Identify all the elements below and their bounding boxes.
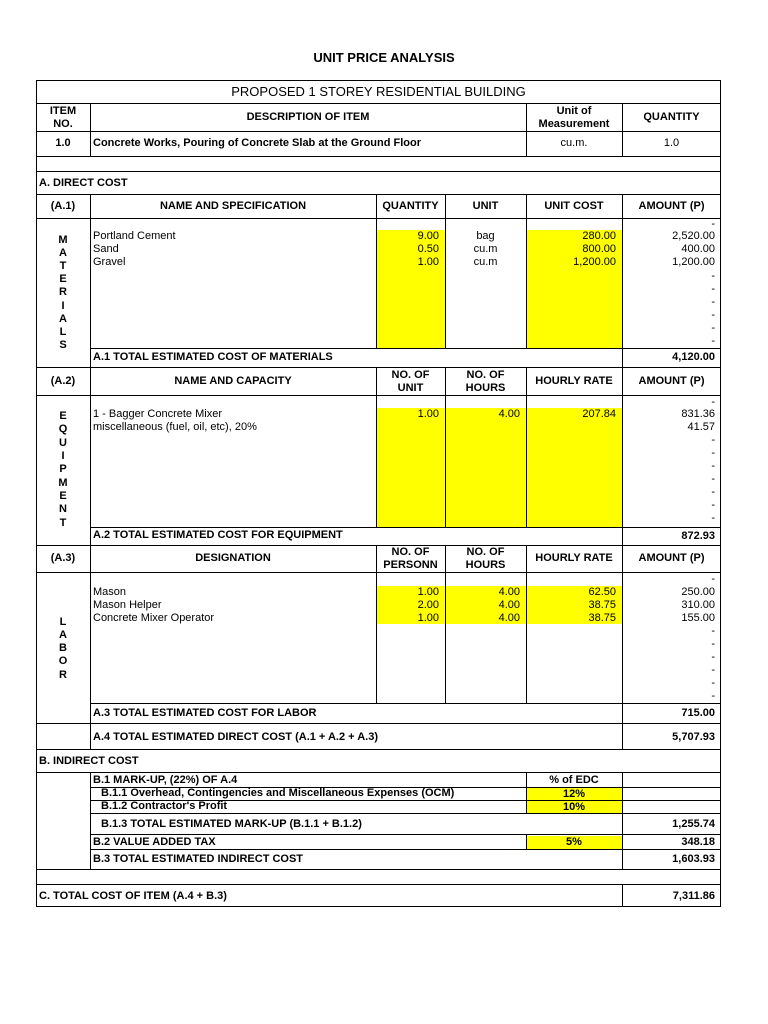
dash: -: [711, 335, 715, 347]
equipment-letter: T: [59, 517, 67, 529]
labor-letter: O: [58, 655, 68, 667]
direct-total: 5,707.93: [672, 731, 715, 743]
dash: -: [711, 270, 715, 282]
labor-header-hours-line1: NO. OF: [466, 546, 505, 558]
equipment-header-units-line2: UNIT: [397, 382, 424, 394]
labor-letter: B: [59, 642, 67, 654]
dash: -: [711, 512, 715, 524]
equipment-row-amount: 41.57: [687, 421, 715, 433]
labor-total: 715.00: [681, 707, 715, 719]
labor-row-amount: 310.00: [681, 599, 715, 611]
header-item-no-line2: NO.: [53, 118, 73, 130]
dash: -: [711, 625, 715, 637]
materials-code: (A.1): [50, 200, 76, 212]
equipment-header-rate: HOURLY RATE: [535, 375, 613, 387]
project-name: PROPOSED 1 STOREY RESIDENTIAL BUILDING: [231, 84, 526, 99]
materials-letter: M: [58, 234, 68, 246]
materials-row-unit: bag: [476, 230, 495, 242]
header-quantity: QUANTITY: [643, 111, 700, 123]
labor-row-hours: 4.00: [498, 599, 520, 611]
equipment-total: 872.93: [681, 530, 715, 542]
dash: -: [711, 677, 715, 689]
equipment-row-amount: 831.36: [681, 408, 715, 420]
dash: -: [711, 322, 715, 334]
labor-row-persons: 1.00: [417, 612, 439, 624]
equipment-letter: E: [59, 490, 67, 502]
indirect-total: 1,603.93: [672, 853, 715, 865]
labor-row-name: Mason Helper: [93, 599, 162, 611]
dash: -: [711, 283, 715, 295]
materials-letter: I: [61, 300, 65, 312]
dash: -: [711, 473, 715, 485]
materials-letter: L: [59, 326, 67, 338]
labor-code: (A.3): [50, 552, 76, 564]
equipment-header-units-line1: NO. OF: [391, 369, 430, 381]
equipment-letter: P: [59, 463, 67, 475]
equipment-header-amount: AMOUNT (P): [638, 375, 705, 387]
page-title: UNIT PRICE ANALYSIS: [313, 50, 455, 65]
materials-row-unit-cost: 800.00: [582, 243, 616, 255]
dash: -: [711, 396, 715, 408]
dash: -: [711, 499, 715, 511]
labor-letter: A: [59, 629, 67, 641]
materials-row-amount: 400.00: [681, 243, 715, 255]
dash: -: [711, 638, 715, 650]
direct-total-label: A.4 TOTAL ESTIMATED DIRECT COST (A.1 + A.2 + A.3): [93, 731, 379, 743]
direct-cost-label: A. DIRECT COST: [39, 177, 128, 189]
item-no: 1.0: [55, 137, 71, 149]
materials-header-qty: QUANTITY: [382, 200, 439, 212]
equipment-letter: N: [59, 503, 67, 515]
labor-header-name: DESIGNATION: [195, 552, 271, 564]
labor-row-persons: 2.00: [417, 599, 439, 611]
materials-letter: R: [59, 286, 67, 298]
equipment-letter: Q: [58, 423, 68, 435]
materials-row-name: Portland Cement: [93, 230, 176, 242]
equipment-header-name: NAME AND CAPACITY: [174, 375, 292, 387]
markup-total: 1,255.74: [672, 818, 715, 830]
equipment-header-hours-line2: HOURS: [465, 382, 506, 394]
equipment-letter: U: [59, 437, 67, 449]
indirect-total-label: B.3 TOTAL ESTIMATED INDIRECT COST: [93, 853, 304, 865]
dash: -: [711, 486, 715, 498]
materials-row-name: Sand: [93, 243, 119, 255]
dash: -: [711, 460, 715, 472]
labor-row-hours: 4.00: [498, 612, 520, 624]
labor-row-rate: 38.75: [588, 612, 616, 624]
header-unit-line2: Measurement: [538, 118, 610, 130]
materials-total-label: A.1 TOTAL ESTIMATED COST OF MATERIALS: [93, 351, 333, 363]
labor-row-persons: 1.00: [417, 586, 439, 598]
ocm-pct: 12%: [562, 788, 586, 800]
markup-total-label: B.1.3 TOTAL ESTIMATED MARK-UP (B.1.1 + B.1.2): [101, 818, 362, 830]
dash: -: [711, 296, 715, 308]
dash: -: [711, 447, 715, 459]
vat-label: B.2 VALUE ADDED TAX: [93, 836, 216, 848]
item-unit: cu.m.: [560, 137, 588, 149]
equipment-header-hours-line1: NO. OF: [466, 369, 505, 381]
labor-header-amount: AMOUNT (P): [638, 552, 705, 564]
equipment-row-name: 1 - Bagger Concrete Mixer: [93, 408, 222, 420]
header-description: DESCRIPTION OF ITEM: [246, 111, 370, 123]
equipment-row-hours: 4.00: [498, 408, 520, 420]
grand-total: 7,311.86: [672, 890, 715, 902]
materials-total: 4,120.00: [672, 351, 715, 363]
labor-total-label: A.3 TOTAL ESTIMATED COST FOR LABOR: [93, 707, 317, 719]
labor-header-persons-line2: PERSONN: [383, 559, 438, 571]
header-item-no-line1: ITEM: [49, 105, 77, 117]
materials-row-unit: cu.m: [473, 243, 498, 255]
materials-letter: E: [59, 273, 67, 285]
materials-header-unit: UNIT: [472, 200, 499, 212]
materials-header-unit-cost: UNIT COST: [544, 200, 604, 212]
materials-row-qty: 9.00: [417, 230, 439, 242]
labor-row-rate: 62.50: [588, 586, 616, 598]
header-unit-line1: Unit of: [556, 105, 592, 117]
vat-amount: 348.18: [681, 836, 715, 848]
equipment-row-rate: 207.84: [582, 408, 616, 420]
profit-label: B.1.2 Contractor's Profit: [101, 800, 228, 812]
materials-row-unit-cost: 280.00: [582, 230, 616, 242]
equipment-total-label: A.2 TOTAL ESTIMATED COST FOR EQUIPMENT: [93, 529, 343, 541]
labor-row-amount: 155.00: [681, 612, 715, 624]
labor-row-name: Concrete Mixer Operator: [93, 612, 215, 624]
materials-header-name: NAME AND SPECIFICATION: [159, 200, 307, 212]
labor-letter: L: [59, 616, 67, 628]
equipment-code: (A.2): [50, 375, 76, 387]
dash: -: [711, 218, 715, 230]
item-quantity: 1.0: [663, 137, 680, 149]
materials-row-unit: cu.m: [473, 256, 498, 268]
materials-letter: T: [59, 260, 67, 272]
labor-header-persons-line1: NO. OF: [391, 546, 430, 558]
markup-label: B.1 MARK-UP, (22%) OF A.4: [93, 774, 238, 786]
indirect-label: B. INDIRECT COST: [39, 755, 139, 767]
equipment-row-name: miscellaneous (fuel, oil, etc), 20%: [93, 421, 257, 433]
pct-header: % of EDC: [549, 774, 599, 786]
item-description: Concrete Works, Pouring of Concrete Slab at the Ground Floor: [93, 137, 421, 149]
labor-row-hours: 4.00: [498, 586, 520, 598]
equipment-letter: M: [58, 477, 68, 489]
labor-row-name: Mason: [93, 586, 127, 598]
equipment-row-units: 1.00: [417, 408, 439, 420]
labor-letter: R: [59, 669, 67, 681]
labor-header-hours-line2: HOURS: [465, 559, 506, 571]
materials-letter: S: [59, 339, 67, 351]
materials-row-amount: 2,520.00: [672, 230, 715, 242]
vat-pct: 5%: [566, 836, 582, 848]
profit-pct: 10%: [562, 801, 586, 813]
dash: -: [711, 664, 715, 676]
dash: -: [711, 690, 715, 702]
dash: -: [711, 309, 715, 321]
materials-row-amount: 1,200.00: [672, 256, 715, 268]
dash: -: [711, 573, 715, 585]
equipment-letter: I: [61, 450, 65, 462]
labor-header-rate: HOURLY RATE: [535, 552, 613, 564]
materials-row-name: Gravel: [93, 256, 126, 268]
materials-row-qty: 0.50: [417, 243, 439, 255]
materials-letter: A: [59, 313, 67, 325]
dash: -: [711, 434, 715, 446]
labor-row-rate: 38.75: [588, 599, 616, 611]
ocm-label: B.1.1 Overhead, Contingencies and Miscellaneous Expenses (OCM): [101, 787, 455, 799]
equipment-letter: E: [59, 410, 67, 422]
materials-row-unit-cost: 1,200.00: [573, 256, 616, 268]
labor-row-amount: 250.00: [681, 586, 715, 598]
materials-letter: A: [59, 247, 67, 259]
grand-total-label: C. TOTAL COST OF ITEM (A.4 + B.3): [39, 890, 227, 902]
dash: -: [711, 651, 715, 663]
materials-row-qty: 1.00: [417, 256, 439, 268]
materials-header-amount: AMOUNT (P): [638, 200, 705, 212]
